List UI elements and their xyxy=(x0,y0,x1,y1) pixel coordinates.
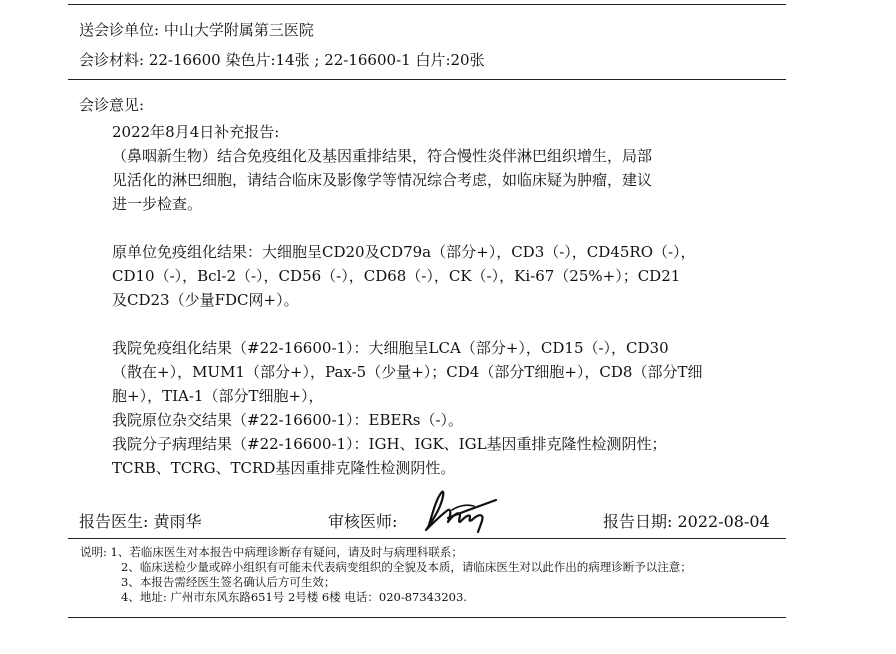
opinion-line: 2022年8月4日补充报告: xyxy=(112,123,280,141)
report-date: 报告日期: 2022-08-04 xyxy=(603,512,770,531)
note-text: 1、若临床医生对本报告中病理诊断存有疑问，请及时与病理科联系； xyxy=(110,545,463,559)
opinion-line: （散在+），MUM1（部分+），Pax-5（少量+）；CD4（部分T细胞+），CD8（部分T细 xyxy=(112,363,703,381)
bottom-rule xyxy=(68,617,786,618)
opinion-line: 我院分子病理结果（#22-16600-1）：IGH、IGK、IGL基因重排克隆性检测阴性； xyxy=(112,435,667,453)
opinion-line: 我院原位杂交结果（#22-16600-1）：EBERs（-）。 xyxy=(112,411,464,429)
reviewer-signature xyxy=(418,488,498,536)
note-item xyxy=(80,575,692,590)
opinion-line: 胞+），TIA-1（部分T细胞+）， xyxy=(112,387,324,405)
opinion-title: 会诊意见: xyxy=(79,96,145,114)
paragraph-gap xyxy=(112,216,777,240)
note-item xyxy=(80,545,692,560)
top-rule xyxy=(68,4,786,5)
opinion-line: TCRB、TCRG、TCRD基因重排克隆性检测阴性。 xyxy=(112,459,456,477)
opinion-line: 见活化的淋巴细胞，请结合临床及影像学等情况综合考虑，如临床疑为肿瘤，建议 xyxy=(112,171,653,189)
opinion-line: 进一步检查。 xyxy=(112,195,203,213)
opinion-line: （鼻咽新生物）结合免疫组化及基因重排结果，符合慢性炎伴淋巴组织增生，局部 xyxy=(112,147,653,165)
opinion-line: 我院免疫组化结果（#22-16600-1）：大细胞呈LCA（部分+），CD15（-），CD30 xyxy=(112,339,669,357)
submitting-hospital: 送会诊单位: 中山大学附属第三医院 xyxy=(79,21,314,39)
report-doctor: 报告医生: 黄雨华 xyxy=(79,512,202,531)
notes-label: 说明: xyxy=(80,545,107,559)
reviewer-label: 审核医师: xyxy=(328,512,398,531)
note-text: 2、临床送检少量或碎小组织有可能未代表病变组织的全貌及本质，请临床医生对以此作出的病理诊断予以注意； xyxy=(121,560,692,574)
paragraph-gap xyxy=(112,312,777,336)
opinion-body xyxy=(112,120,777,480)
footer-divider xyxy=(68,538,786,539)
note-item xyxy=(80,560,692,575)
opinion-line: 原单位免疫组化结果：大细胞呈CD20及CD79a（部分+），CD3（-），CD45RO（-）， xyxy=(112,243,696,261)
consultation-materials: 会诊材料: 22-16600 染色片:14张 ; 22-16600-1 白片:20张 xyxy=(79,51,485,69)
opinion-line: 及CD23（少量FDC网+）。 xyxy=(112,291,299,309)
opinion-line: CD10（-），Bcl-2（-），CD56（-），CD68（-），CK（-），Ki-67（25%+）；CD21 xyxy=(112,267,681,285)
note-item xyxy=(80,590,692,605)
header-divider xyxy=(68,79,786,80)
note-text: 3、本报告需经医生签名确认后方可生效； xyxy=(121,575,336,589)
notes-section xyxy=(80,545,692,605)
note-text: 4、地址: 广州市东风东路651号 2号楼 6楼 电话：020-87343203. xyxy=(121,590,467,604)
